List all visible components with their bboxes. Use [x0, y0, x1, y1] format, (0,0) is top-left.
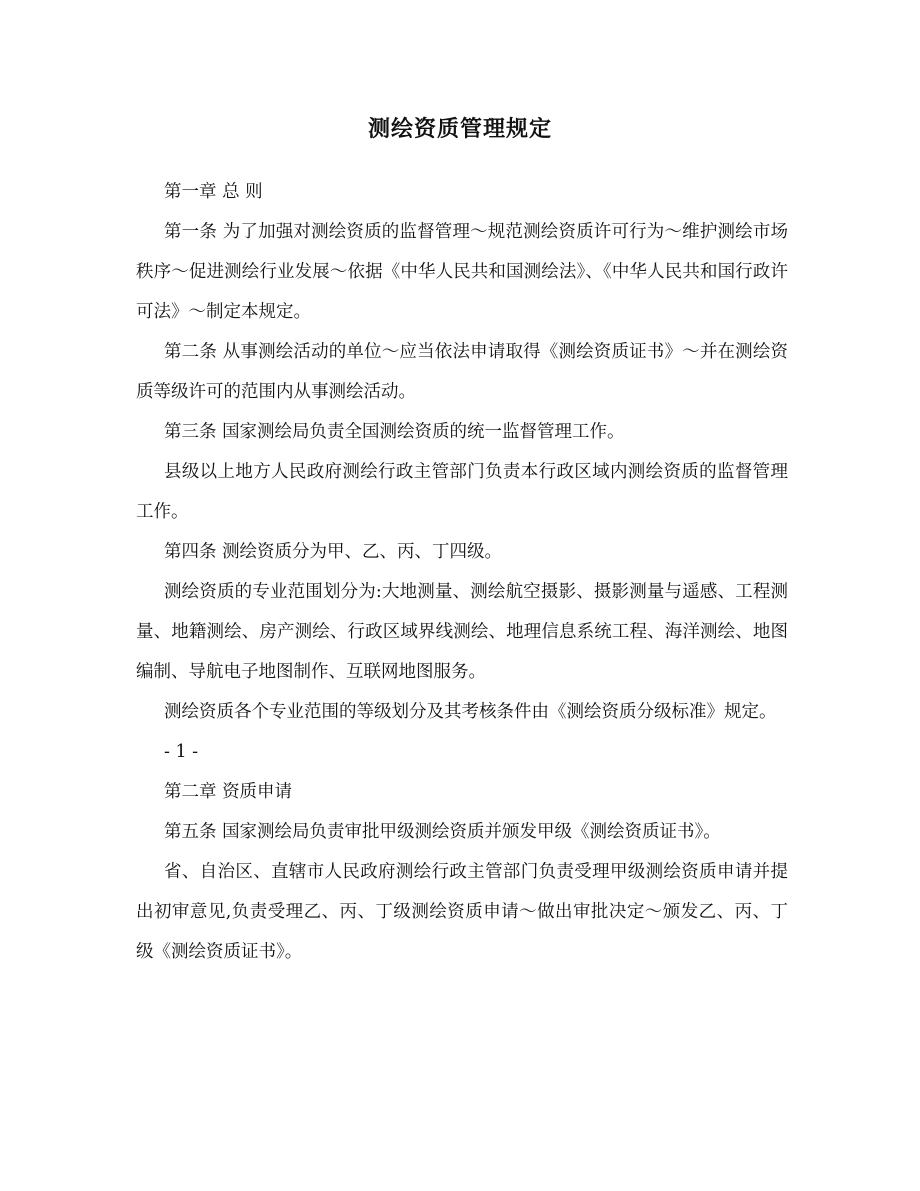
article-1: 第一条 为了加强对测绘资质的监督管理～规范测绘资质许可行为～维护测绘市场秩序～促进测绘行业发展～依据《中华人民共和国测绘法》、《中华人民共和国行政许可法》～制定本规定。 [136, 222, 788, 322]
page-number: - 1 - [164, 742, 199, 762]
article-5-paragraph-2: 省、自治区、直辖市人民政府测绘行政主管部门负责受理甲级测绘资质申请并提出初审意见,负责受理乙、丙、丁级测绘资质申请～做出审批决定～颁发乙、丙、丁级《测绘资质证书》。 [136, 862, 788, 962]
document-body [136, 172, 788, 972]
document-title: 测绘资质管理规定 [367, 116, 552, 142]
article-3: 第三条 国家测绘局负责全国测绘资质的统一监督管理工作。 [164, 422, 625, 442]
article-2: 第二条 从事测绘活动的单位～应当依法申请取得《测绘资质证书》～并在测绘资质等级许可的范围内从事测绘活动。 [136, 342, 788, 402]
article-4-paragraph-2: 测绘资质的专业范围划分为:大地测量、测绘航空摄影、摄影测量与遥感、工程测量、地籍测绘、房产测绘、行政区域界线测绘、地理信息系统工程、海洋测绘、地图编制、导航电子地图制作、互联网地图服务。 [136, 582, 788, 682]
article-5: 第五条 国家测绘局负责审批甲级测绘资质并颁发甲级《测绘资质证书》。 [164, 822, 721, 842]
article-4-paragraph-3: 测绘资质各个专业范围的等级划分及其考核条件由《测绘资质分级标准》规定。 [164, 702, 777, 722]
article-4: 第四条 测绘资质分为甲、乙、丙、丁四级。 [164, 542, 503, 562]
chapter-2-heading: 第二章 资质申请 [164, 782, 293, 802]
chapter-1-heading: 第一章 总 则 [164, 182, 263, 202]
article-3-paragraph-2: 县级以上地方人民政府测绘行政主管部门负责本行政区域内测绘资质的监督管理工作。 [136, 462, 788, 522]
